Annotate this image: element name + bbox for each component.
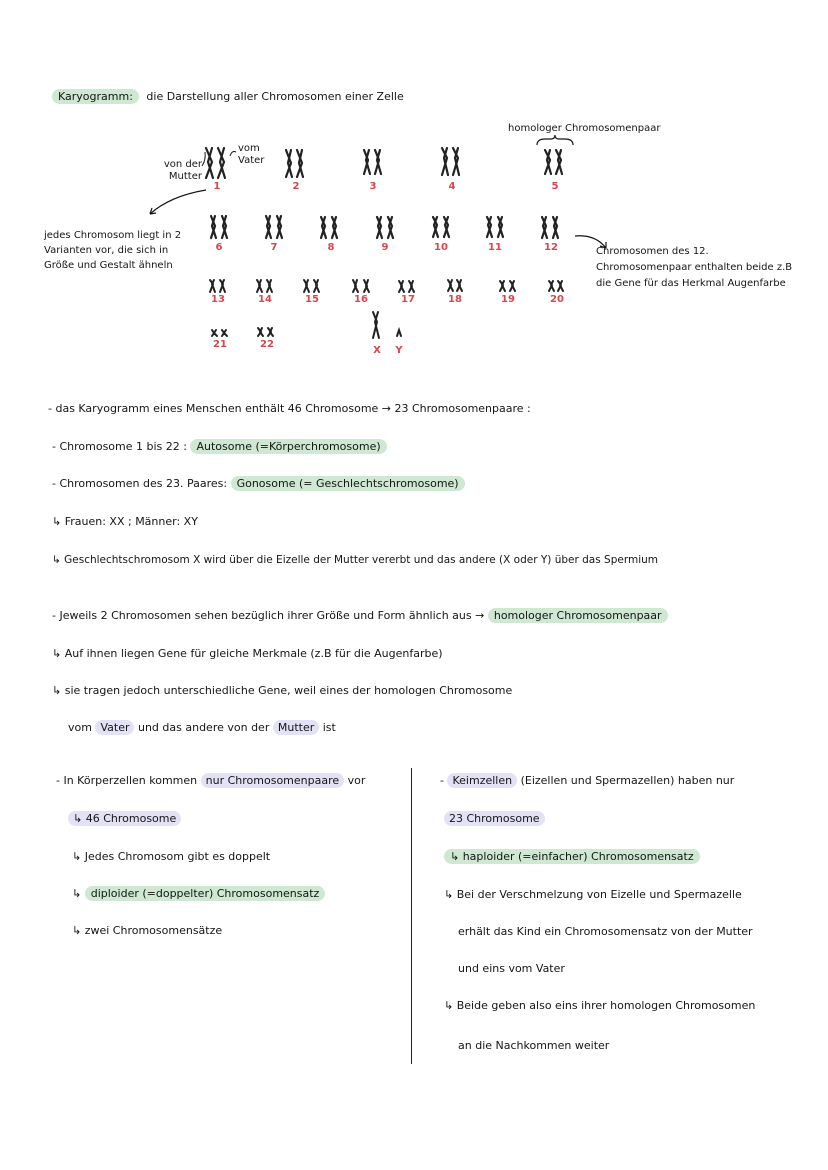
pair-number-9: 9 (381, 242, 389, 253)
pair-number-6: 6 (215, 242, 223, 253)
pair-number-5: 5 (551, 181, 559, 192)
note-line-5: ↳ Geschlechtschromosom X wird über die Eizelle der Mutter vererbt und das andere (X oder Y) über das Spermium (52, 554, 659, 566)
left-col-line-1-prefix: - In Körperzellen kommen (56, 774, 198, 787)
haploid-highlight: ↳ haploider (=einfacher) Chromosomensatz (444, 849, 700, 864)
note-line-4: ↳ Frauen: XX ; Männer: XY (52, 515, 198, 528)
definition: die Darstellung aller Chromosomen einer Zelle (146, 90, 404, 103)
chromosome-pair-1 (206, 148, 225, 178)
note-line-3-prefix: - Chromosomen des 23. Paares: (52, 477, 228, 490)
chromosome-pair-4 (442, 148, 459, 175)
homolog-label: homologer Chromosomenpaar (508, 123, 661, 134)
note-line-8: ↳ sie tragen jedoch unterschiedliche Gene, weil eines der homologen Chromosome (52, 684, 513, 697)
mutter-highlight: Mutter (273, 720, 319, 735)
pair-number-17: 17 (401, 294, 415, 305)
pair-number-14: 14 (258, 294, 272, 305)
note-line-6-prefix: - Jeweils 2 Chromosomen sehen bezüglich ihrer Größe und Form ähnlich aus → (52, 609, 485, 622)
right-col-line-5: erhält das Kind ein Chromosomensatz von der Mutter (458, 925, 753, 938)
note-line-6 (52, 609, 668, 623)
pair-number-13: 13 (211, 294, 225, 305)
pair-number-10: 10 (434, 242, 448, 253)
right-col-line-1-prefix: - (440, 774, 444, 787)
pair-number-19: 19 (501, 294, 515, 305)
chromosome-pairs-highlight: nur Chromosomenpaare (201, 773, 345, 788)
46-chromosome-highlight: ↳ 46 Chromosome (68, 811, 181, 826)
right-col-line-3 (444, 850, 700, 864)
pair-number-21: 21 (213, 339, 227, 350)
note-line-3 (52, 477, 465, 491)
note-line-9-a: vom (68, 721, 92, 734)
column-divider (411, 768, 412, 1064)
left-col-line-5: ↳ zwei Chromosomensätze (72, 924, 223, 937)
chromosome-pair-2 (286, 150, 303, 177)
karyogram-chromosomes (0, 0, 828, 370)
term-karyogramm: Karyogramm: (52, 89, 139, 104)
note-line-9-b: und das andere von der (137, 721, 270, 734)
chromosome-pairs-21-22-XY (212, 312, 401, 338)
note-line-2 (52, 440, 387, 454)
vater-highlight: Vater (95, 720, 134, 735)
left-col-line-2 (68, 812, 181, 826)
chromosome-pairs-6-12 (211, 216, 558, 238)
autosome-highlight: Autosome (=Körperchromosome) (190, 439, 386, 454)
pair-number-7: 7 (270, 242, 278, 253)
right-col-line-6: und eins vom Vater (458, 962, 565, 975)
pair-number-11: 11 (488, 242, 502, 253)
gonosome-highlight: Gonosome (= Geschlechtschromosome) (231, 476, 465, 491)
right-col-line-8: an die Nachkommen weiter (458, 1039, 610, 1052)
right-col-line-1 (440, 774, 734, 788)
left-note: jedes Chromosom liegt in 2 Varianten vor, die sich in Größe und Gestalt ähneln (44, 230, 182, 271)
right-col-line-1-suffix: (Eizellen und Spermazellen) haben nur (520, 774, 735, 787)
left-col-line-1-suffix: vor (347, 774, 366, 787)
pair-number-x: X (373, 345, 381, 356)
right-col-line-4: ↳ Bei der Verschmelzung von Eizelle und Spermazelle (444, 888, 742, 901)
note-line-9-c: ist (322, 721, 336, 734)
right-col-line-2 (444, 812, 545, 826)
pair-number-20: 20 (550, 294, 564, 305)
pair-number-y: Y (395, 345, 403, 356)
pair-number-3: 3 (369, 181, 377, 192)
note-line-1: - das Karyogramm eines Menschen enthält 46 Chromosome → 23 Chromosomenpaare : (48, 402, 531, 415)
left-col-line-4-prefix: ↳ (72, 887, 82, 900)
pair-number-15: 15 (305, 294, 319, 305)
left-col-line-1 (56, 774, 365, 788)
pair-number-12: 12 (544, 242, 558, 253)
23-chromosome-highlight: 23 Chromosome (444, 811, 545, 826)
right-col-line-7: ↳ Beide geben also eins ihrer homologen Chromosomen (444, 999, 756, 1012)
pair-number-8: 8 (327, 242, 335, 253)
from-father-label: vom Vater (238, 143, 265, 166)
pair-number-18: 18 (448, 294, 462, 305)
pair-number-22: 22 (260, 339, 274, 350)
note-line-9 (68, 721, 336, 735)
pair-number-1: 1 (213, 181, 221, 192)
note-line-7: ↳ Auf ihnen liegen Gene für gleiche Merkmale (z.B für die Augenfarbe) (52, 647, 443, 660)
note-line-2-prefix: - Chromosome 1 bis 22 : (52, 440, 187, 453)
homolog-highlight: homologer Chromosomenpaar (488, 608, 668, 623)
pair-number-4: 4 (448, 181, 456, 192)
from-mother-label: von der Mutter (163, 159, 202, 182)
chromosome-pair-3 (364, 150, 381, 174)
keimzellen-highlight: Keimzellen (447, 773, 517, 788)
left-col-line-4 (72, 887, 325, 901)
chromosome-pairs-13-20 (210, 280, 563, 292)
diploid-highlight: diploider (=doppelter) Chromosomensatz (85, 886, 326, 901)
pair-number-2: 2 (292, 181, 300, 192)
right-note: Chromosomen des 12. Chromosomenpaar enthalten beide z.B die Gene für das Herkmal Augenfarbe (596, 246, 793, 289)
pair-number-16: 16 (354, 294, 368, 305)
chromosome-pair-5 (545, 150, 562, 174)
left-col-line-3: ↳ Jedes Chromosom gibt es doppelt (72, 850, 271, 863)
